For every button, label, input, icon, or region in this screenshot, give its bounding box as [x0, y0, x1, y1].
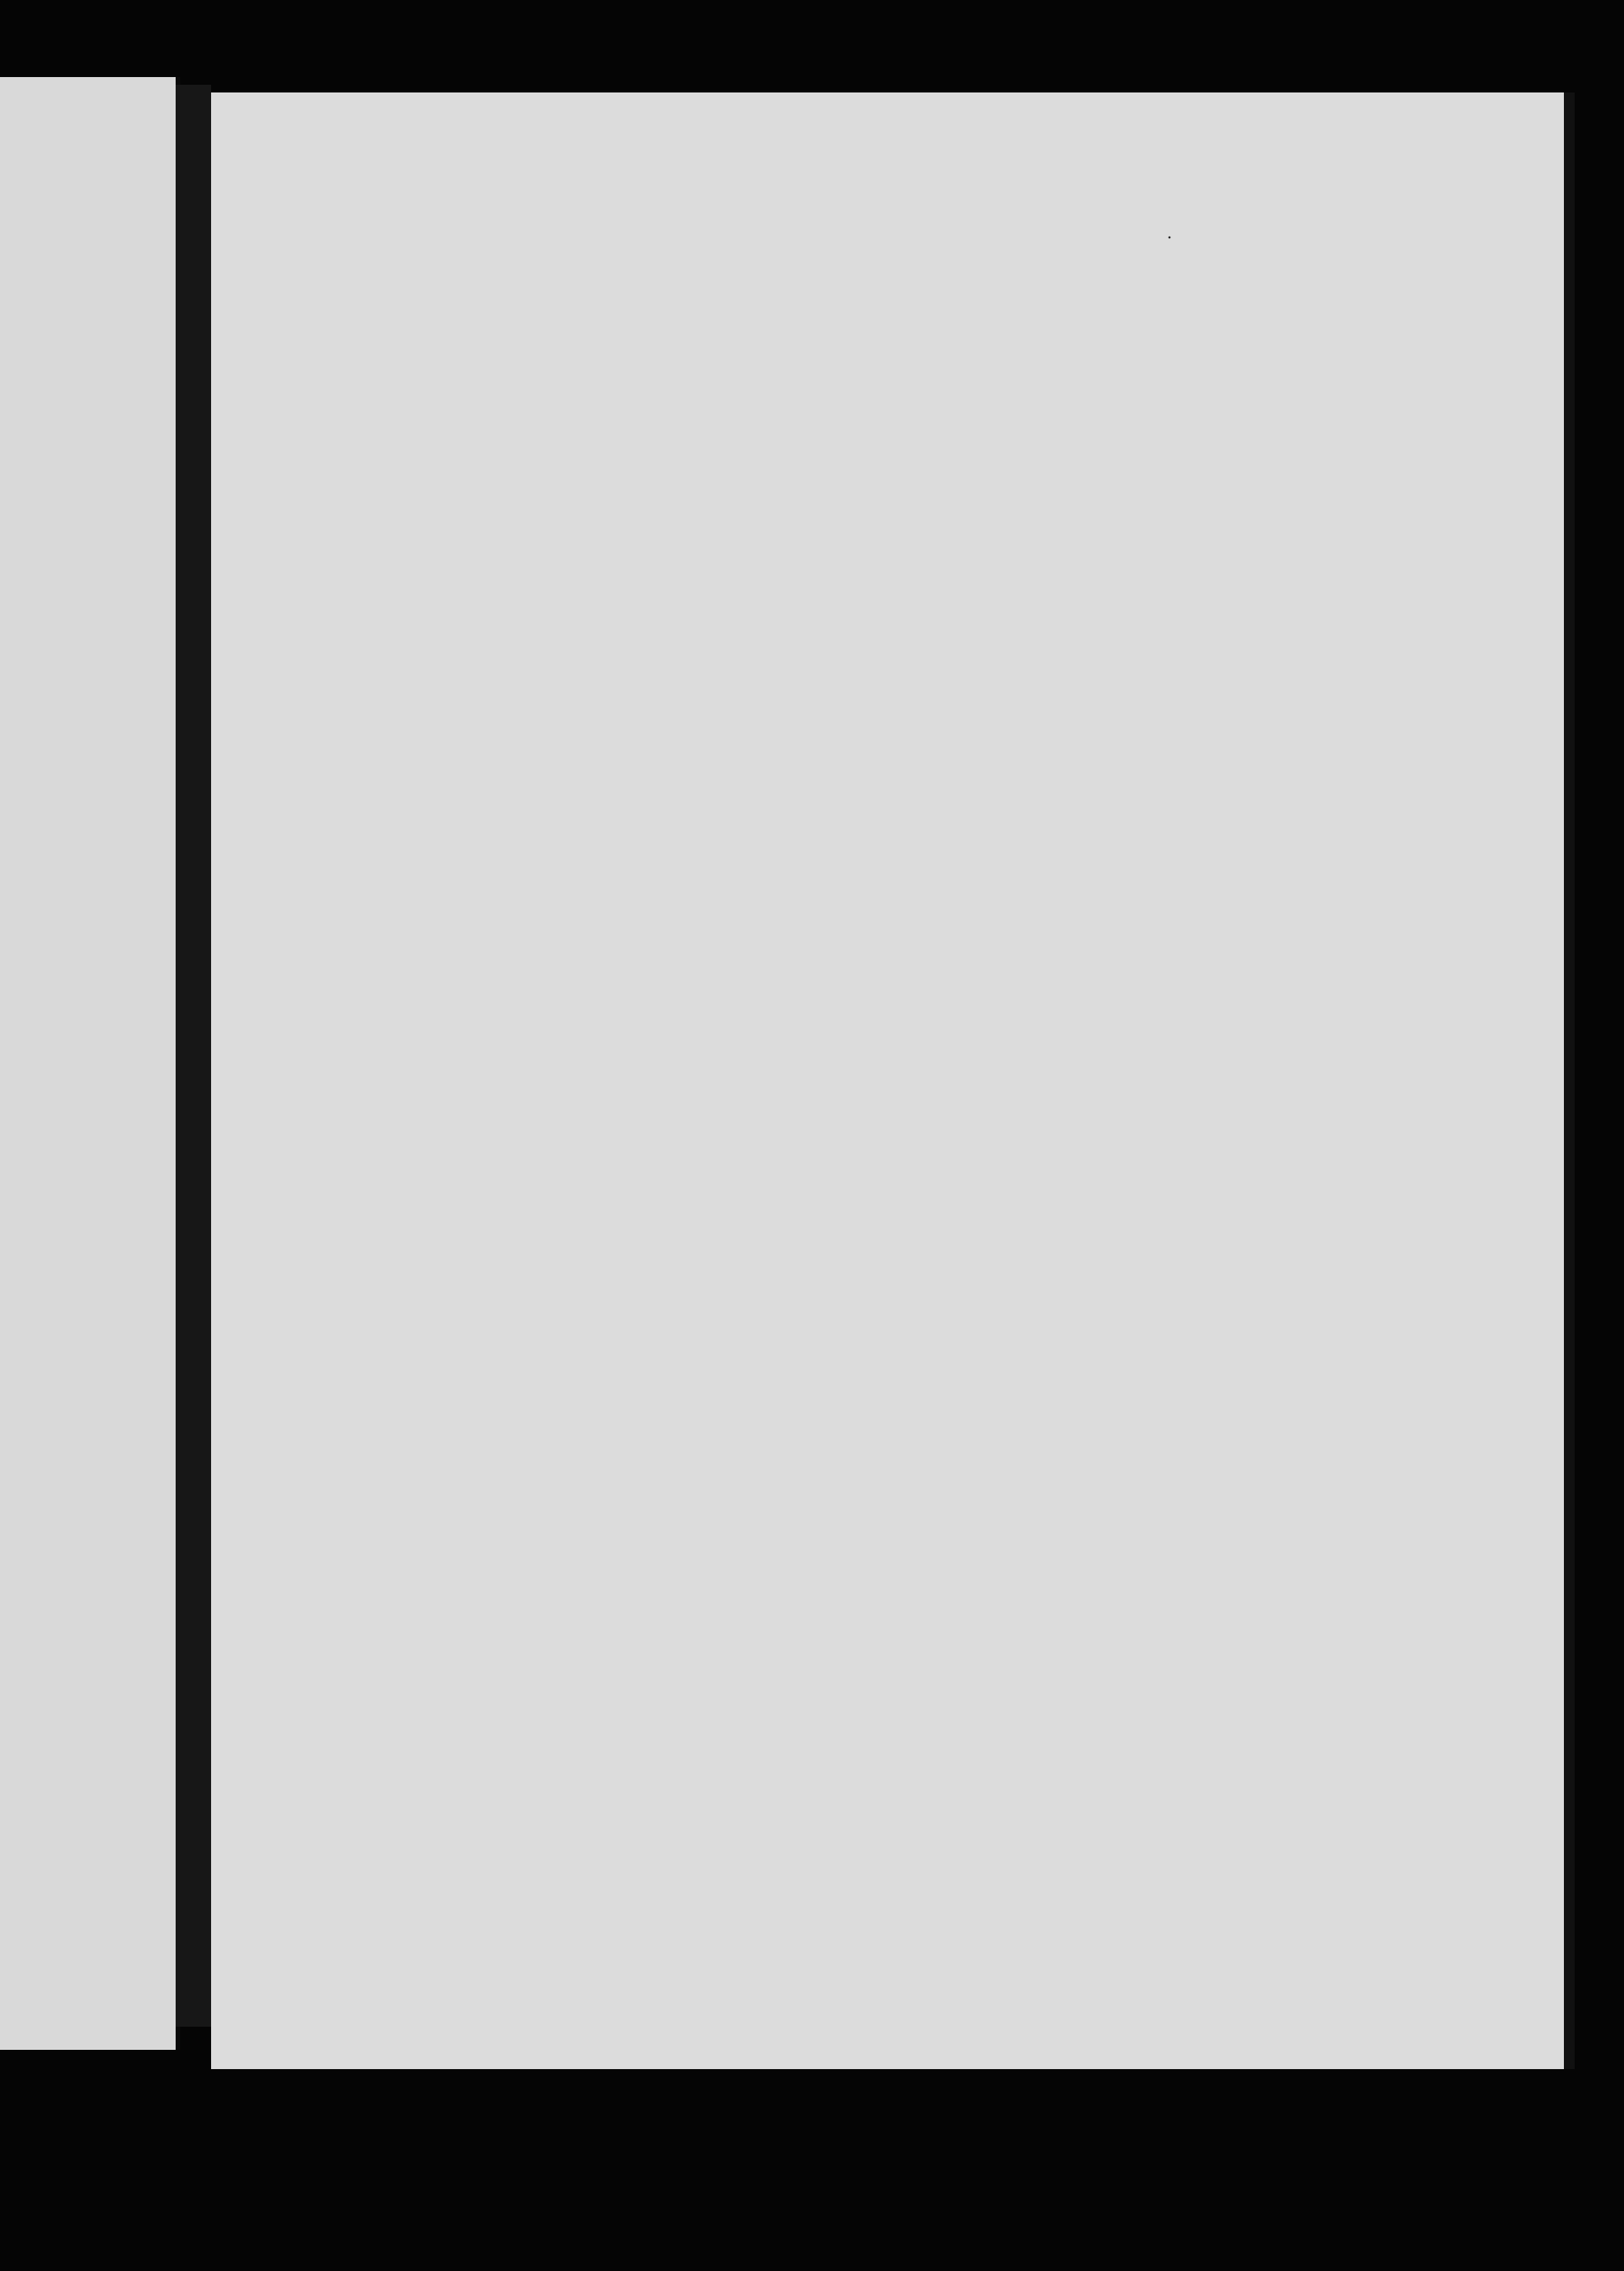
- facing-page-fragment: [0, 77, 180, 2050]
- book-gutter: [176, 85, 211, 2027]
- index-page: [211, 92, 1575, 2069]
- index-entries: [211, 92, 1567, 2069]
- scan-speck: ·: [1166, 228, 1173, 248]
